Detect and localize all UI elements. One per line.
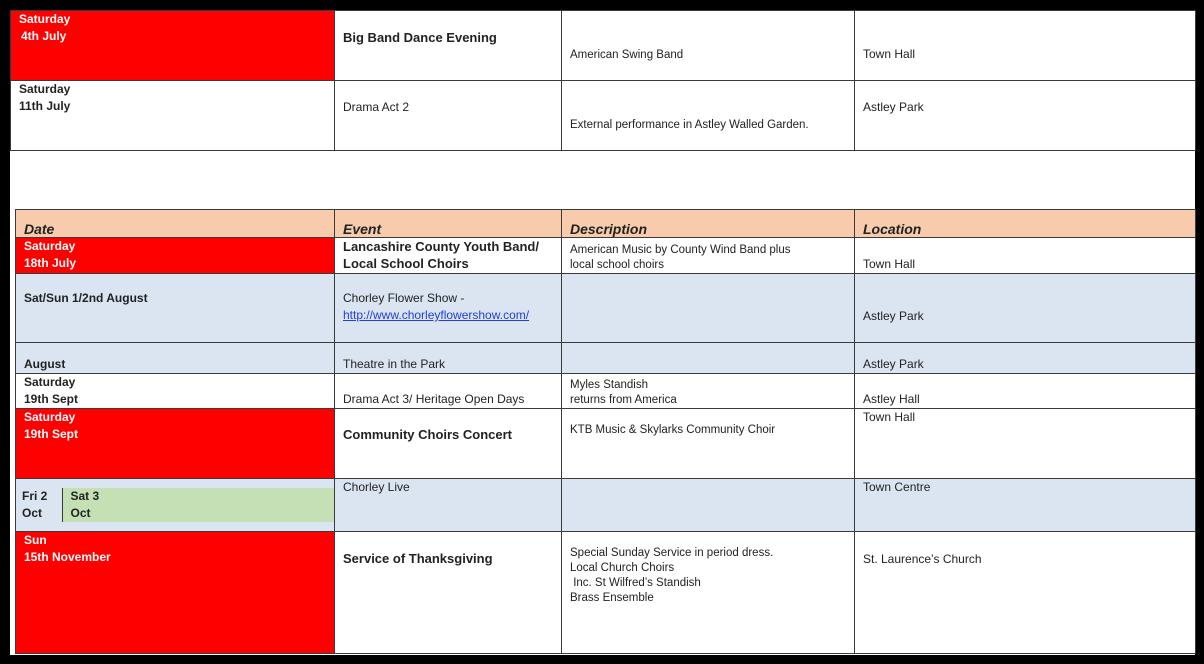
header-description: Description: [562, 210, 855, 238]
date-line: Fri 2: [22, 489, 48, 503]
flower-show-link[interactable]: http://www.chorleyflowershow.com/: [343, 308, 530, 322]
location-cell: St. Laurence’s Church: [855, 532, 1196, 654]
header-row: [16, 210, 1196, 238]
date-cell: Sat/Sun 1/2nd August: [16, 274, 335, 343]
location-cell: Astley Park: [855, 343, 1196, 374]
description-line: American Music by County Wind Band plus: [570, 244, 791, 256]
event-line: Chorley Flower Show -: [343, 291, 465, 305]
date-line: Saturday: [24, 239, 76, 253]
event-line: Lancashire County Youth Band/: [343, 239, 539, 254]
date-line: Saturday: [19, 82, 71, 96]
date-cell-sat: [62, 488, 334, 522]
description-cell: [562, 374, 855, 409]
event-cell: [335, 274, 562, 343]
description-cell: [562, 238, 855, 274]
events-table: [15, 209, 1196, 654]
date-cell: [16, 238, 335, 274]
date-cell: [16, 374, 335, 409]
location-cell: Astley Park: [855, 81, 1196, 151]
date-line: 11th July: [19, 99, 71, 113]
date-line: 19th Sept: [24, 427, 79, 441]
date-cell-fri: [16, 488, 62, 522]
description-line: local school choirs: [570, 259, 664, 271]
event-line: Local School Choirs: [343, 256, 469, 271]
description-cell: [562, 479, 855, 532]
date-cell: [16, 532, 335, 654]
date-line: Oct: [22, 506, 43, 520]
table-row: [16, 479, 1196, 532]
description-line: Brass Ensemble: [570, 592, 654, 604]
date-line: 18th July: [24, 256, 77, 270]
date-cell: [16, 409, 335, 479]
location-cell: Town Centre: [855, 479, 1196, 532]
event-cell: Community Choirs Concert: [335, 409, 562, 479]
description-line: Myles Standish: [570, 379, 648, 391]
event-cell: Big Band Dance Evening: [335, 11, 562, 81]
event-cell: Drama Act 3/ Heritage Open Days: [335, 374, 562, 409]
date-cell-split: [16, 479, 335, 532]
location-cell: Astley Park: [855, 274, 1196, 343]
location-cell: Town Hall: [855, 409, 1196, 479]
description-cell: KTB Music & Skylarks Community Choir: [562, 409, 855, 479]
date-line: Saturday: [24, 410, 76, 424]
date-line: Sat 3: [70, 489, 100, 503]
table-row: [16, 343, 1196, 374]
description-cell: [562, 532, 855, 654]
date-cell: [11, 81, 335, 151]
table-row: [11, 81, 1196, 151]
description-line: Special Sunday Service in period dress.: [570, 547, 774, 559]
description-cell: [562, 343, 855, 374]
date-line: Sun: [24, 533, 47, 547]
description-line: Inc. St Wilfred’s Standish: [570, 577, 701, 589]
events-table-top: [10, 10, 1196, 151]
event-cell: [335, 238, 562, 274]
location-cell: Astley Hall: [855, 374, 1196, 409]
table-row: [16, 409, 1196, 479]
description-cell: External performance in Astley Walled Garden.: [562, 81, 855, 151]
event-cell: Drama Act 2: [335, 81, 562, 151]
description-line: Local Church Choirs: [570, 562, 675, 574]
event-cell: Theatre in the Park: [335, 343, 562, 374]
event-cell: Service of Thanksgiving: [335, 532, 562, 654]
date-line: Oct: [70, 506, 91, 520]
header-date: Date: [16, 210, 335, 238]
date-line: 15th November: [24, 550, 111, 564]
description-line: returns from America: [570, 394, 677, 406]
table-row: [16, 374, 1196, 409]
description-cell: [562, 274, 855, 343]
event-cell: Chorley Live: [335, 479, 562, 532]
date-line: 4th July: [21, 29, 67, 43]
date-line: 19th Sept: [24, 392, 79, 406]
date-line: Saturday: [24, 375, 76, 389]
description-cell: American Swing Band: [562, 11, 855, 81]
header-location: Location: [855, 210, 1196, 238]
table-row: [11, 11, 1196, 81]
table-row: [16, 532, 1196, 654]
date-line: Saturday: [19, 12, 71, 26]
split-date-table: [16, 488, 334, 522]
location-cell: Town Hall: [855, 11, 1196, 81]
table-row: [16, 238, 1196, 274]
location-cell: Town Hall: [855, 238, 1196, 274]
header-event: Event: [335, 210, 562, 238]
date-cell: August: [16, 343, 335, 374]
document-page: [10, 10, 1195, 655]
date-cell: [11, 11, 335, 81]
table-row: [16, 274, 1196, 343]
